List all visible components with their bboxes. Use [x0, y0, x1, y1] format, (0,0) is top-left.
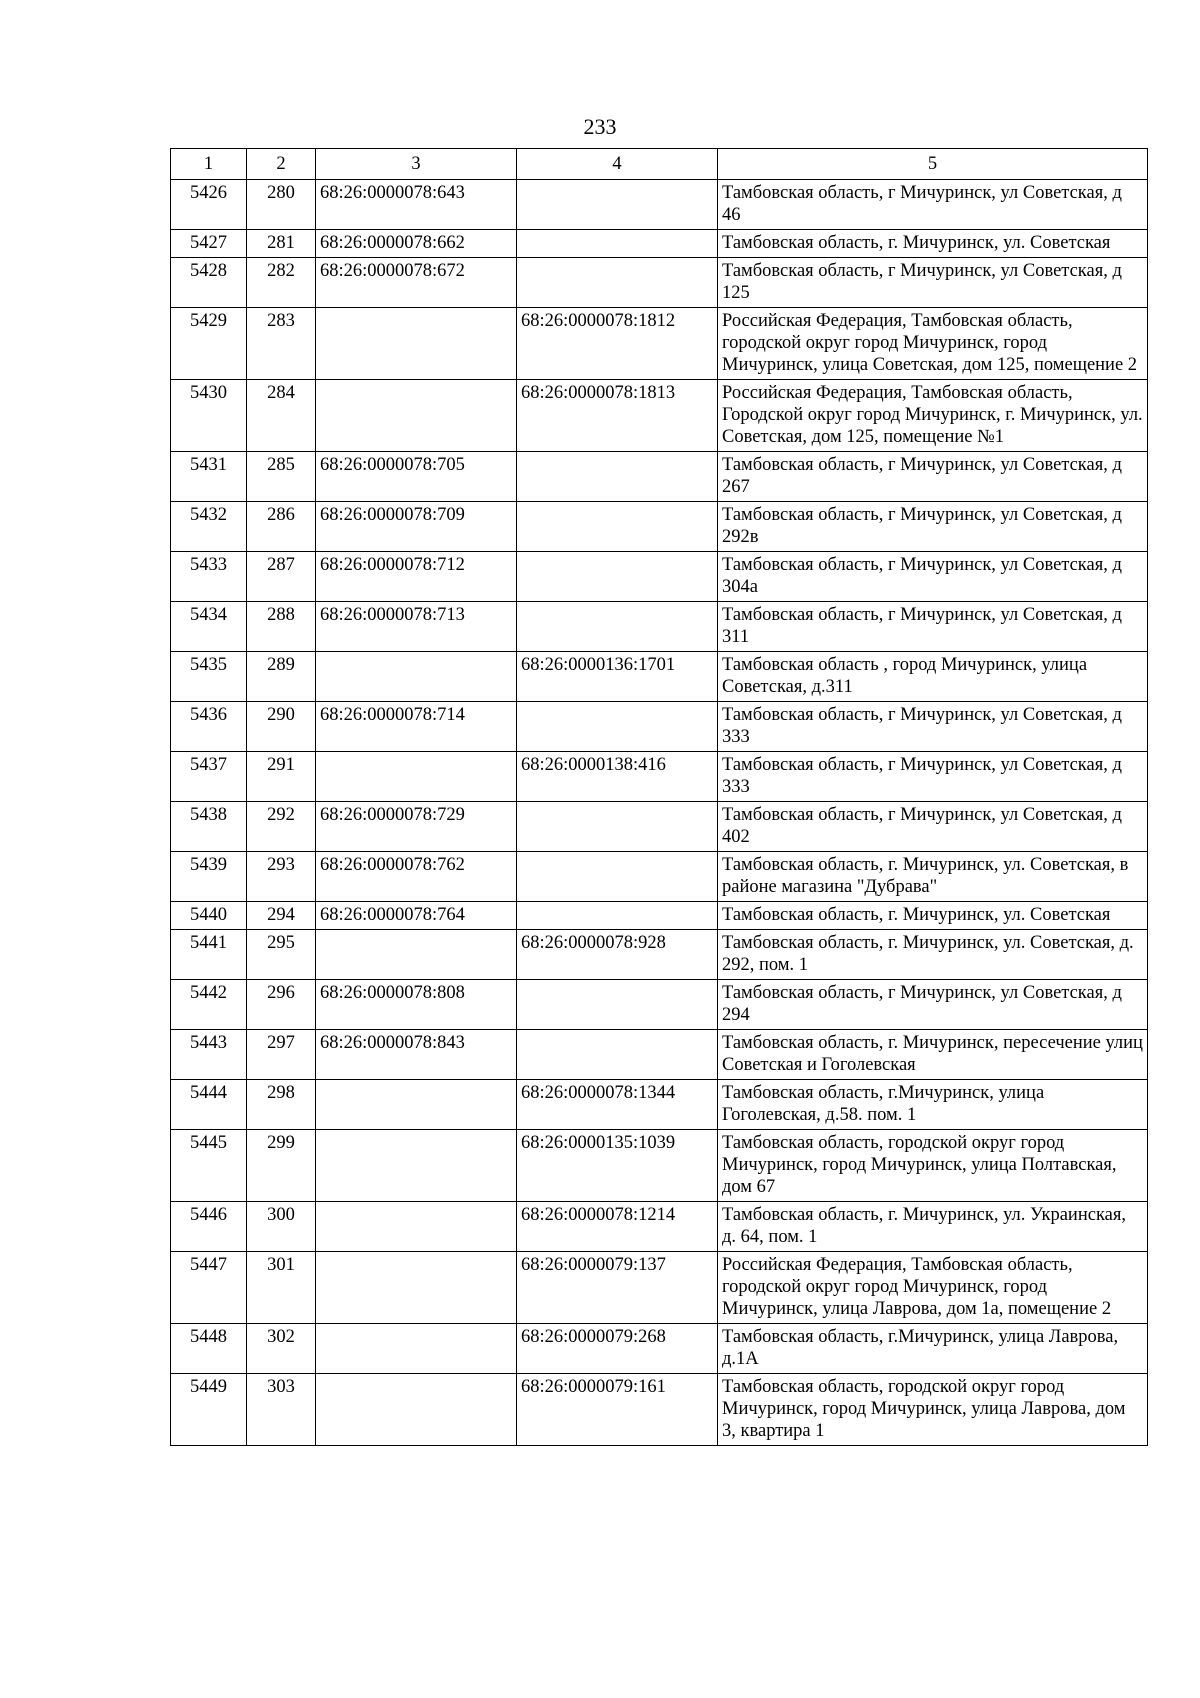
- cadastral-number-cell: 68:26:0000078:643: [316, 180, 517, 230]
- header-col-2: 2: [247, 149, 316, 180]
- cadastral-number-cell: 68:26:0000078:712: [316, 552, 517, 602]
- cadastral-number-alt-cell: 68:26:0000079:137: [517, 1252, 718, 1324]
- table-row: [171, 602, 1148, 652]
- table-row: [171, 902, 1148, 930]
- sub-number-cell: 291: [247, 752, 316, 802]
- address-cell: Тамбовская область, г. Мичуринск, ул. Советская: [718, 902, 1148, 930]
- address-cell: Тамбовская область, г.Мичуринск, улица Гоголевская, д.58. пом. 1: [718, 1080, 1148, 1130]
- cadastral-number-alt-cell: 68:26:0000079:161: [517, 1374, 718, 1446]
- cadastral-number-alt-cell: [517, 502, 718, 552]
- cadastral-number-cell: [316, 380, 517, 452]
- table-row: [171, 180, 1148, 230]
- table-row: [171, 230, 1148, 258]
- cadastral-number-alt-cell: [517, 602, 718, 652]
- cadastral-number-alt-cell: [517, 180, 718, 230]
- row-number-cell: 5433: [171, 552, 247, 602]
- table-row: [171, 452, 1148, 502]
- address-cell: Тамбовская область, г.Мичуринск, улица Лаврова, д.1А: [718, 1324, 1148, 1374]
- address-cell: Тамбовская область, г. Мичуринск, ул. Советская, д. 292, пом. 1: [718, 930, 1148, 980]
- header-col-4: 4: [517, 149, 718, 180]
- cadastral-number-alt-cell: 68:26:0000138:416: [517, 752, 718, 802]
- cadastral-number-alt-cell: 68:26:0000079:268: [517, 1324, 718, 1374]
- header-row: [171, 149, 1148, 180]
- row-number-cell: 5437: [171, 752, 247, 802]
- registry-table: [170, 148, 1148, 1446]
- cadastral-number-alt-cell: [517, 258, 718, 308]
- sub-number-cell: 289: [247, 652, 316, 702]
- cadastral-number-alt-cell: [517, 980, 718, 1030]
- sub-number-cell: 294: [247, 902, 316, 930]
- cadastral-number-alt-cell: [517, 452, 718, 502]
- address-cell: Тамбовская область , город Мичуринск, улица Советская, д.311: [718, 652, 1148, 702]
- sub-number-cell: 288: [247, 602, 316, 652]
- cadastral-number-cell: 68:26:0000078:729: [316, 802, 517, 852]
- cadastral-number-cell: [316, 1252, 517, 1324]
- row-number-cell: 5431: [171, 452, 247, 502]
- cadastral-number-cell: 68:26:0000078:714: [316, 702, 517, 752]
- table-row: [171, 380, 1148, 452]
- sub-number-cell: 290: [247, 702, 316, 752]
- sub-number-cell: 285: [247, 452, 316, 502]
- sub-number-cell: 293: [247, 852, 316, 902]
- address-cell: Тамбовская область, г Мичуринск, ул Советская, д 311: [718, 602, 1148, 652]
- row-number-cell: 5430: [171, 380, 247, 452]
- sub-number-cell: 303: [247, 1374, 316, 1446]
- table-row: [171, 702, 1148, 752]
- sub-number-cell: 286: [247, 502, 316, 552]
- cadastral-number-alt-cell: 68:26:0000135:1039: [517, 1130, 718, 1202]
- row-number-cell: 5441: [171, 930, 247, 980]
- cadastral-number-alt-cell: 68:26:0000078:1344: [517, 1080, 718, 1130]
- table-row: [171, 258, 1148, 308]
- page-number: 233: [583, 114, 617, 139]
- sub-number-cell: 283: [247, 308, 316, 380]
- table-row: [171, 502, 1148, 552]
- table-row: [171, 1080, 1148, 1130]
- address-cell: Тамбовская область, г Мичуринск, ул Советская, д 333: [718, 752, 1148, 802]
- address-cell: Тамбовская область, г Мичуринск, ул Советская, д 125: [718, 258, 1148, 308]
- cadastral-number-alt-cell: 68:26:0000078:1214: [517, 1202, 718, 1252]
- table-row: [171, 652, 1148, 702]
- table-row: [171, 802, 1148, 852]
- row-number-cell: 5446: [171, 1202, 247, 1252]
- cadastral-number-cell: 68:26:0000078:762: [316, 852, 517, 902]
- header-col-1: 1: [171, 149, 247, 180]
- cadastral-number-alt-cell: [517, 902, 718, 930]
- sub-number-cell: 281: [247, 230, 316, 258]
- cadastral-number-cell: [316, 1374, 517, 1446]
- row-number-cell: 5440: [171, 902, 247, 930]
- sub-number-cell: 287: [247, 552, 316, 602]
- cadastral-number-cell: [316, 308, 517, 380]
- cadastral-number-alt-cell: [517, 852, 718, 902]
- table-row: [171, 752, 1148, 802]
- table-row: [171, 1130, 1148, 1202]
- address-cell: Тамбовская область, г. Мичуринск, ул. Украинская, д. 64, пом. 1: [718, 1202, 1148, 1252]
- address-cell: Российская Федерация, Тамбовская область, Городской округ город Мичуринск, г. Мичуринск, ул. Советская, дом 125, помещение №1: [718, 380, 1148, 452]
- cadastral-number-alt-cell: [517, 230, 718, 258]
- cadastral-number-alt-cell: 68:26:0000136:1701: [517, 652, 718, 702]
- cadastral-number-cell: [316, 1324, 517, 1374]
- cadastral-number-cell: 68:26:0000078:843: [316, 1030, 517, 1080]
- row-number-cell: 5443: [171, 1030, 247, 1080]
- row-number-cell: 5442: [171, 980, 247, 1030]
- address-cell: Тамбовская область, г Мичуринск, ул Советская, д 267: [718, 452, 1148, 502]
- cadastral-number-cell: 68:26:0000078:662: [316, 230, 517, 258]
- row-number-cell: 5427: [171, 230, 247, 258]
- row-number-cell: 5447: [171, 1252, 247, 1324]
- address-cell: Тамбовская область, г Мичуринск, ул Советская, д 46: [718, 180, 1148, 230]
- table-body: [171, 180, 1148, 1446]
- cadastral-number-cell: 68:26:0000078:764: [316, 902, 517, 930]
- table-row: [171, 852, 1148, 902]
- address-cell: Тамбовская область, г Мичуринск, ул Советская, д 292в: [718, 502, 1148, 552]
- table-row: [171, 1030, 1148, 1080]
- sub-number-cell: 292: [247, 802, 316, 852]
- header-col-3: 3: [316, 149, 517, 180]
- cadastral-number-cell: 68:26:0000078:709: [316, 502, 517, 552]
- row-number-cell: 5435: [171, 652, 247, 702]
- cadastral-number-cell: [316, 1202, 517, 1252]
- row-number-cell: 5448: [171, 1324, 247, 1374]
- address-cell: Тамбовская область, г Мичуринск, ул Советская, д 304а: [718, 552, 1148, 602]
- address-cell: Тамбовская область, г Мичуринск, ул Советская, д 402: [718, 802, 1148, 852]
- address-cell: Российская Федерация, Тамбовская область, городской округ город Мичуринск, город Мичуринск, улица Советская, дом 125, помещение 2: [718, 308, 1148, 380]
- cadastral-number-cell: 68:26:0000078:713: [316, 602, 517, 652]
- row-number-cell: 5428: [171, 258, 247, 308]
- row-number-cell: 5434: [171, 602, 247, 652]
- row-number-cell: 5444: [171, 1080, 247, 1130]
- address-cell: Тамбовская область, г Мичуринск, ул Советская, д 294: [718, 980, 1148, 1030]
- table-row: [171, 980, 1148, 1030]
- row-number-cell: 5436: [171, 702, 247, 752]
- sub-number-cell: 296: [247, 980, 316, 1030]
- row-number-cell: 5449: [171, 1374, 247, 1446]
- cadastral-number-alt-cell: 68:26:0000078:1812: [517, 308, 718, 380]
- cadastral-number-alt-cell: [517, 702, 718, 752]
- address-cell: Тамбовская область, г. Мичуринск, пересечение улиц Советская и Гоголевская: [718, 1030, 1148, 1080]
- table-row: [171, 1374, 1148, 1446]
- row-number-cell: 5432: [171, 502, 247, 552]
- row-number-cell: 5445: [171, 1130, 247, 1202]
- sub-number-cell: 302: [247, 1324, 316, 1374]
- address-cell: Тамбовская область, г. Мичуринск, ул. Советская, в районе магазина "Дубрава": [718, 852, 1148, 902]
- row-number-cell: 5439: [171, 852, 247, 902]
- table-row: [171, 930, 1148, 980]
- cadastral-number-cell: 68:26:0000078:808: [316, 980, 517, 1030]
- sub-number-cell: 295: [247, 930, 316, 980]
- table-row: [171, 552, 1148, 602]
- cadastral-number-alt-cell: [517, 1030, 718, 1080]
- cadastral-number-cell: [316, 1080, 517, 1130]
- cadastral-number-cell: 68:26:0000078:705: [316, 452, 517, 502]
- table-row: [171, 1202, 1148, 1252]
- cadastral-number-cell: [316, 752, 517, 802]
- table-row: [171, 1324, 1148, 1374]
- cadastral-number-alt-cell: 68:26:0000078:1813: [517, 380, 718, 452]
- row-number-cell: 5438: [171, 802, 247, 852]
- table-header: [171, 149, 1148, 180]
- table-row: [171, 1252, 1148, 1324]
- sub-number-cell: 284: [247, 380, 316, 452]
- address-cell: Тамбовская область, г Мичуринск, ул Советская, д 333: [718, 702, 1148, 752]
- address-cell: Тамбовская область, городской округ город Мичуринск, город Мичуринск, улица Полтавская, дом 67: [718, 1130, 1148, 1202]
- sub-number-cell: 298: [247, 1080, 316, 1130]
- sub-number-cell: 300: [247, 1202, 316, 1252]
- cadastral-number-cell: [316, 652, 517, 702]
- sub-number-cell: 297: [247, 1030, 316, 1080]
- sub-number-cell: 280: [247, 180, 316, 230]
- sub-number-cell: 282: [247, 258, 316, 308]
- cadastral-number-cell: [316, 1130, 517, 1202]
- address-cell: Тамбовская область, городской округ город Мичуринск, город Мичуринск, улица Лаврова, дом 3, квартира 1: [718, 1374, 1148, 1446]
- sub-number-cell: 301: [247, 1252, 316, 1324]
- address-cell: Российская Федерация, Тамбовская область, городской округ город Мичуринск, город Мичуринск, улица Лаврова, дом 1а, помещение 2: [718, 1252, 1148, 1324]
- sub-number-cell: 299: [247, 1130, 316, 1202]
- address-cell: Тамбовская область, г. Мичуринск, ул. Советская: [718, 230, 1148, 258]
- table-row: [171, 308, 1148, 380]
- cadastral-number-cell: 68:26:0000078:672: [316, 258, 517, 308]
- header-col-5: 5: [718, 149, 1148, 180]
- row-number-cell: 5429: [171, 308, 247, 380]
- row-number-cell: 5426: [171, 180, 247, 230]
- cadastral-number-alt-cell: [517, 802, 718, 852]
- cadastral-number-alt-cell: [517, 552, 718, 602]
- cadastral-number-cell: [316, 930, 517, 980]
- cadastral-number-alt-cell: 68:26:0000078:928: [517, 930, 718, 980]
